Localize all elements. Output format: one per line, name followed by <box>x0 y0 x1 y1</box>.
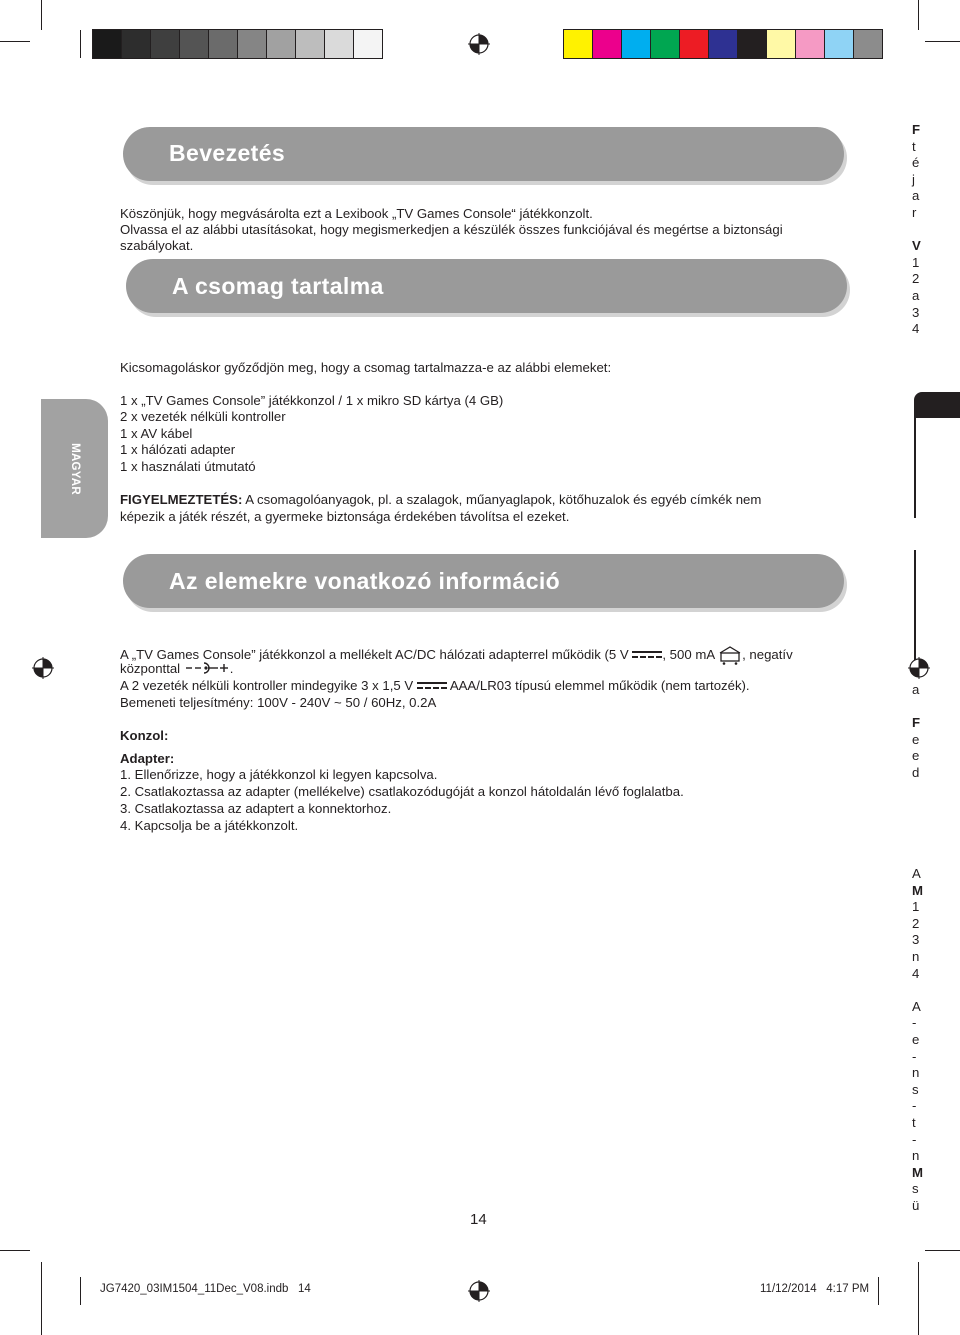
facing-page-char: n <box>912 1148 920 1164</box>
crop-mark <box>41 0 42 30</box>
battery-text: központtal <box>120 661 181 676</box>
package-header-pill <box>126 259 847 313</box>
color-swatch <box>680 30 709 58</box>
facing-page-char: é <box>912 155 920 171</box>
package-title: A csomag tartalma <box>172 273 384 299</box>
footer-file-name: JG7420_03IM1504_11Dec_V08.indb 14 <box>100 1283 311 1295</box>
facing-page-char: j <box>912 171 915 187</box>
facing-page-char: 3 <box>912 932 920 948</box>
facing-page-char: d <box>912 764 920 780</box>
battery-text: , 500 mA <box>662 647 715 662</box>
intro-header-pill <box>123 127 844 181</box>
facing-page-char <box>912 222 921 239</box>
facing-page-char: t <box>912 1114 916 1130</box>
adapter-label: Adapter: <box>120 751 175 766</box>
facing-page-char: 2 <box>912 915 920 931</box>
color-swatch <box>564 30 593 58</box>
crop-mark <box>80 1277 81 1305</box>
color-swatch <box>767 30 796 58</box>
color-swatch <box>296 30 325 58</box>
facing-page-char: a <box>912 287 920 303</box>
color-swatch <box>651 30 680 58</box>
language-side-tab <box>41 399 108 538</box>
color-swatch <box>180 30 209 58</box>
polarity-icon <box>184 661 230 675</box>
facing-page-char: 1 <box>912 254 920 270</box>
facing-page-char <box>912 699 920 716</box>
color-swatch <box>209 30 238 58</box>
crop-mark <box>918 0 919 30</box>
color-swatch <box>622 30 651 58</box>
facing-page-char: 4 <box>912 965 920 981</box>
crop-mark <box>918 1262 919 1335</box>
battery-paragraph-4: Bemeneti teljesítmény: 100V - 240V ~ 50 / 60Hz, 0.2A <box>120 695 437 710</box>
package-item: 2 x vezeték nélküli kontroller <box>120 409 286 424</box>
facing-page-char: A <box>912 998 921 1014</box>
language-side-tab-label: MAGYAR <box>68 442 81 495</box>
facing-page-char: e <box>912 1031 920 1047</box>
crop-mark <box>41 1262 42 1335</box>
facing-page-char: 3 <box>912 304 920 320</box>
facing-page-char: - <box>912 1131 917 1147</box>
crop-mark <box>0 1250 30 1251</box>
battery-text: A „TV Games Console” játékkonzol a mellékelt AC/DC hálózati adapterrel működik (5 V <box>120 647 629 662</box>
facing-page-char: t <box>912 138 916 154</box>
facing-page-char: n <box>912 1065 920 1081</box>
battery-header-pill <box>123 554 844 608</box>
facing-page-fragment <box>912 682 920 782</box>
facing-page-char: ü <box>912 1197 920 1213</box>
intro-title: Bevezetés <box>169 140 286 166</box>
intro-line-3: szabályokat. <box>120 238 194 253</box>
facing-page-char: e <box>912 731 920 747</box>
warning-label: FIGYELMEZTETÉS: <box>120 492 243 507</box>
battery-text: . <box>229 661 234 676</box>
dc-symbol-icon <box>632 651 662 660</box>
facing-page-char: s <box>912 1181 919 1197</box>
facing-page-char: M <box>912 882 923 898</box>
package-warning-line-1 <box>120 492 761 509</box>
intro-line-1: Köszönjük, hogy megvásárolta ezt a Lexibook „TV Games Console“ játékkonzolt. <box>120 206 593 221</box>
registration-mark-icon <box>468 33 490 55</box>
battery-title: Az elemekre vonatkozó információ <box>169 568 561 594</box>
process-color-bar <box>563 29 883 59</box>
crop-mark <box>0 41 30 42</box>
warning-text: A csomagolóanyagok, pl. a szalagok, műanyaglapok, kötőhuzalok és egyéb címkék nem <box>242 492 762 507</box>
facing-page-fragment <box>912 122 921 338</box>
facing-page-box-edge <box>914 418 916 518</box>
color-swatch <box>825 30 854 58</box>
console-label: Konzol: <box>120 728 169 743</box>
color-swatch <box>709 30 738 58</box>
color-swatch <box>267 30 296 58</box>
facing-page-char: - <box>912 1098 917 1114</box>
footer-date: 11/12/2014 4:17 PM <box>760 1283 870 1295</box>
package-item: 1 x használati útmutató <box>120 459 256 474</box>
grayscale-color-bar <box>92 29 383 59</box>
facing-page-fragment <box>912 866 923 1214</box>
facing-page-char: s <box>912 1081 919 1097</box>
color-swatch <box>854 30 882 58</box>
facing-page-char: - <box>912 1015 917 1031</box>
color-swatch <box>796 30 825 58</box>
facing-page-char: a <box>912 188 920 204</box>
color-swatch <box>122 30 151 58</box>
battery-paragraph-3 <box>120 678 750 695</box>
facing-page-char <box>912 982 923 999</box>
page-number: 14 <box>470 1211 487 1228</box>
facing-page-char: M <box>912 1164 923 1180</box>
crop-mark <box>80 30 81 58</box>
package-warning-line-2: képezik a játék részét, a gyermeke biztonsága érdekében távolítsa el ezeket. <box>120 509 570 524</box>
indoor-use-icon <box>718 645 742 665</box>
dc-symbol-icon <box>417 682 447 691</box>
battery-text: AAA/LR03 típusú elemmel működik (nem tartozék). <box>449 678 750 693</box>
facing-page-char: 1 <box>912 899 920 915</box>
crop-mark <box>878 1277 879 1305</box>
facing-page-char: a <box>912 682 920 697</box>
adapter-step: 2. Csatlakoztassa az adapter (mellékelve) csatlakozódugóját a konzol hátoldalán lévő foglalatba. <box>120 784 684 799</box>
color-swatch <box>151 30 180 58</box>
facing-page-char: n <box>912 948 920 964</box>
color-swatch <box>238 30 267 58</box>
facing-page-char: F <box>912 715 921 731</box>
color-swatch <box>325 30 354 58</box>
battery-text: A 2 vezeték nélküli kontroller mindegyike 3 x 1,5 V <box>120 678 414 693</box>
intro-line-2: Olvassa el az alábbi utasításokat, hogy megismerkedjen a készülék összes funkciójával és megértse a biztonsági <box>120 222 783 237</box>
package-item: 1 x hálózati adapter <box>120 442 236 457</box>
facing-page-char: 2 <box>912 271 920 287</box>
package-lead: Kicsomagoláskor győződjön meg, hogy a csomag tartalmazza-e az alábbi elemeket: <box>120 360 612 375</box>
registration-mark-icon <box>908 657 930 679</box>
facing-page-char: 4 <box>912 321 920 337</box>
adapter-step: 1. Ellenőrizze, hogy a játékkonzol ki legyen kapcsolva. <box>120 767 438 782</box>
color-swatch <box>93 30 122 58</box>
color-swatch <box>354 30 382 58</box>
facing-page-char: e <box>912 748 920 764</box>
package-item: 1 x „TV Games Console” játékkonzol / 1 x mikro SD kártya (4 GB) <box>120 393 504 408</box>
facing-page-char: - <box>912 1048 917 1064</box>
package-item: 1 x AV kábel <box>120 426 193 441</box>
facing-page-box-edge <box>914 550 916 660</box>
adapter-step: 3. Csatlakoztassa az adaptert a konnektorhoz. <box>120 801 392 816</box>
facing-page-char: A <box>912 866 921 881</box>
registration-mark-icon <box>468 1280 490 1302</box>
facing-page-char: F <box>912 122 921 137</box>
battery-text: , negatív <box>742 647 793 662</box>
crop-mark <box>925 41 960 42</box>
battery-paragraph-2 <box>120 661 233 678</box>
color-swatch <box>593 30 622 58</box>
registration-mark-icon <box>32 657 54 679</box>
crop-mark <box>925 1250 960 1251</box>
color-swatch <box>738 30 767 58</box>
adapter-step: 4. Kapcsolja be a játékkonzolt. <box>120 818 299 833</box>
facing-page-box <box>914 392 960 418</box>
facing-page-char: r <box>912 204 917 220</box>
facing-page-char: V <box>912 238 921 254</box>
